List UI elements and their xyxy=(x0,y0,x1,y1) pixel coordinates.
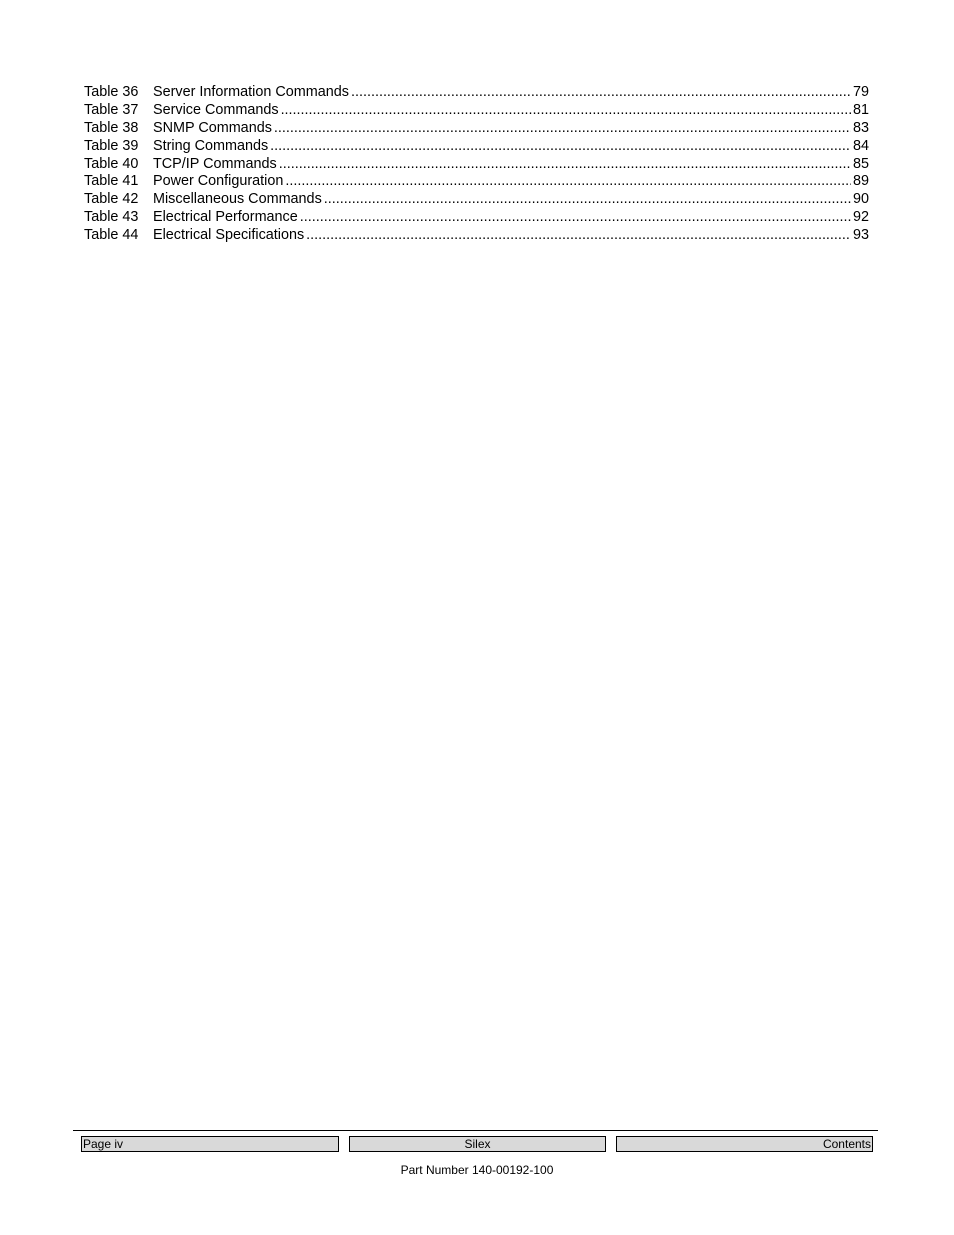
dot-leader xyxy=(279,156,851,174)
toc-entry[interactable] xyxy=(84,102,869,120)
toc-entry-title: Power Configuration xyxy=(153,173,284,190)
toc-entry-number: Table 42 xyxy=(84,191,139,208)
toc-entry-number: Table 43 xyxy=(84,209,139,226)
toc-entry-title: Server Information Commands xyxy=(153,84,349,100)
toc-entry[interactable] xyxy=(84,120,869,138)
dot-leader xyxy=(324,191,851,209)
toc-entry[interactable] xyxy=(84,84,869,102)
dot-leader xyxy=(300,209,851,227)
toc-entry-number: Table 38 xyxy=(84,119,139,136)
toc-entry-page: 90 xyxy=(852,191,869,208)
toc-entry-title: Service Commands xyxy=(153,101,279,118)
toc-entry-title: SNMP Commands xyxy=(153,119,272,136)
footer-page-number: Page iv xyxy=(81,1136,339,1152)
toc-entry-page: 83 xyxy=(852,119,869,136)
toc-entry-title: Electrical Specifications xyxy=(153,227,305,244)
toc-entry[interactable] xyxy=(84,227,869,245)
toc-entry-title: String Commands xyxy=(153,137,269,154)
dot-leader xyxy=(274,120,851,138)
dot-leader xyxy=(270,138,851,156)
toc-entry-page: 89 xyxy=(852,173,869,190)
dot-leader xyxy=(351,84,851,102)
toc-entry-page: 79 xyxy=(852,84,869,100)
dot-leader xyxy=(306,227,851,245)
list-of-tables xyxy=(84,84,869,245)
toc-entry-number: Table 41 xyxy=(84,173,139,190)
part-number: Part Number 140-00192-100 xyxy=(400,1163,554,1177)
dot-leader xyxy=(285,173,851,191)
dot-leader xyxy=(281,102,851,120)
toc-entry-page: 84 xyxy=(852,137,869,154)
toc-entry-number: Table 37 xyxy=(84,101,139,118)
toc-entry-page: 85 xyxy=(852,155,869,172)
toc-entry-title: Miscellaneous Commands xyxy=(153,191,322,208)
toc-entry-number: Table 44 xyxy=(84,227,139,244)
toc-entry[interactable] xyxy=(84,209,869,227)
toc-entry-title: Electrical Performance xyxy=(153,209,298,226)
toc-entry[interactable] xyxy=(84,138,869,156)
toc-entry-page: 92 xyxy=(852,209,869,226)
toc-entry[interactable] xyxy=(84,156,869,174)
toc-entry-title: TCP/IP Commands xyxy=(153,155,277,172)
toc-entry-page: 81 xyxy=(852,101,869,118)
toc-entry[interactable] xyxy=(84,173,869,191)
footer-section: Contents xyxy=(616,1136,873,1152)
toc-entry[interactable] xyxy=(84,191,869,209)
footer-company: Silex xyxy=(349,1136,606,1152)
footer-divider xyxy=(73,1130,878,1131)
toc-entry-number: Table 39 xyxy=(84,137,139,154)
toc-entry-page: 93 xyxy=(852,227,869,244)
toc-entry-number: Table 40 xyxy=(84,155,139,172)
toc-entry-number: Table 36 xyxy=(84,84,139,100)
